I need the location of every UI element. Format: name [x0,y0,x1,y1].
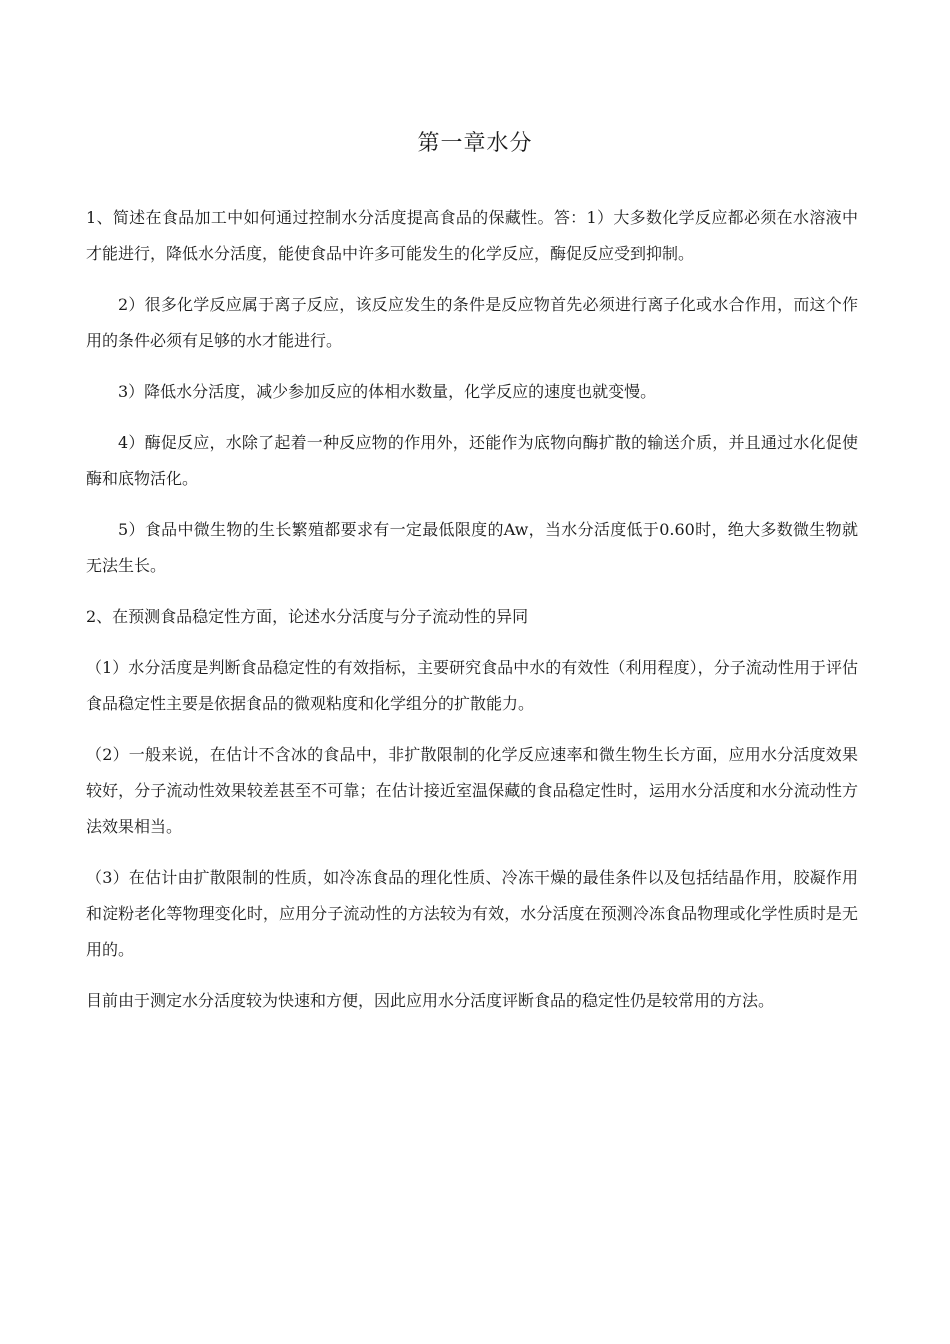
paragraph-q1-point-4: 4）酶促反应，水除了起着一种反应物的作用外，还能作为底物向酶扩散的输送介质，并且通过水化促使酶和底物活化。 [86,433,858,488]
paragraph-q1-point-5: 5）食品中微生物的生长繁殖都要求有一定最低限度的Aw，当水分活度低于0.60时，绝大多数微生物就无法生长。 [86,520,858,575]
paragraph-q1-point-3: 3）降低水分活度，减少参加反应的体相水数量，化学反应的速度也就变慢。 [118,382,657,401]
paragraph-q2-point-1: （1）水分活度是判断食品稳定性的有效指标，主要研究食品中水的有效性（利用程度），分子流动性用于评估食品稳定性主要是依据食品的微观粘度和化学组分的扩散能力。 [86,658,858,713]
paragraph-q2-point-3: （3）在估计由扩散限制的性质，如冷冻食品的理化性质、冷冻干燥的最佳条件以及包括结晶作用，胶凝作用和淀粉老化等物理变化时，应用分子流动性的方法较为有效，水分活度在预测冷冻食品物理或化学性质时是无用的。 [86,868,858,959]
paragraph-q2-conclusion: 目前由于测定水分活度较为快速和方便，因此应用水分活度评断食品的稳定性仍是较常用的方法。 [86,991,775,1010]
paragraph-q1-point-2: 2）很多化学反应属于离子反应，该反应发生的条件是反应物首先必须进行离子化或水合作用，而这个作用的条件必须有足够的水才能进行。 [86,295,858,350]
paragraph-q2-point-2: （2）一般来说，在估计不含冰的食品中，非扩散限制的化学反应速率和微生物生长方面，应用水分活度效果较好，分子流动性效果较差甚至不可靠；在估计接近室温保藏的食品稳定性时，运用水分活度和水分流动性方法效果相当。 [86,745,858,836]
page-title: 第一章水分 [417,131,533,156]
paragraph-q1-intro: 1、简述在食品加工中如何通过控制水分活度提高食品的保藏性。答：1）大多数化学反应都必须在水溶液中才能进行，降低水分活度，能使食品中许多可能发生的化学反应，酶促反应受到抑制。 [86,208,858,263]
paragraph-q2-question: 2、在预测食品稳定性方面，论述水分活度与分子流动性的异同 [86,607,529,626]
document-body [86,200,858,1034]
